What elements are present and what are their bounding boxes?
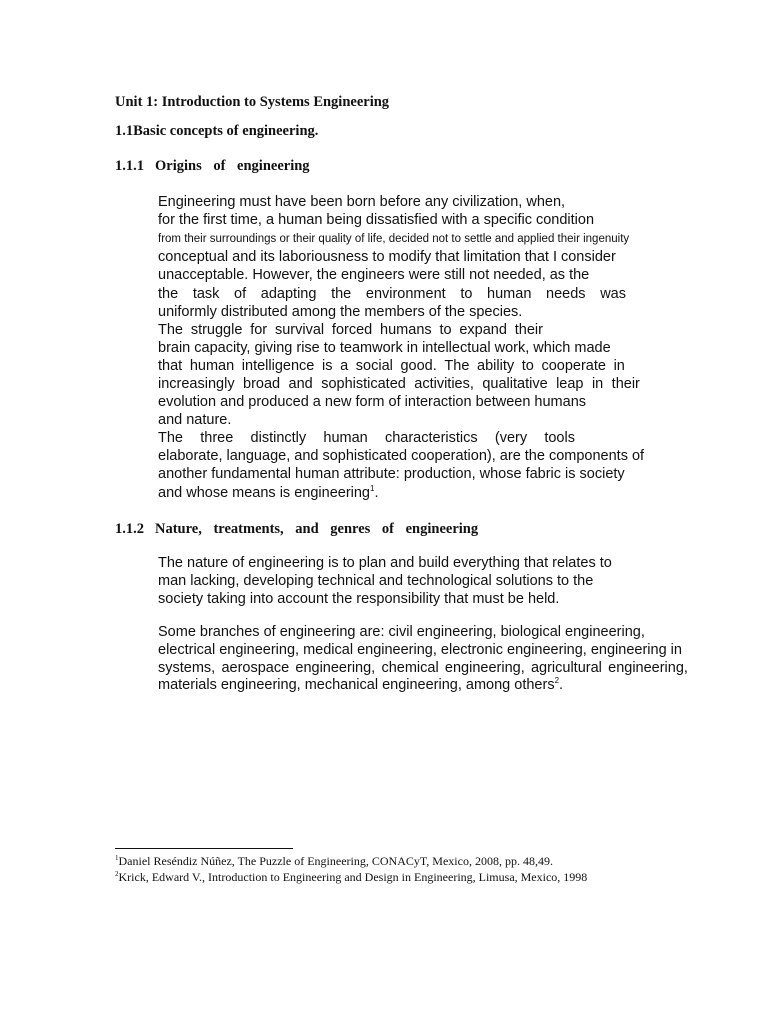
word: leap	[556, 376, 584, 392]
word: ability	[477, 358, 515, 374]
word: was	[600, 286, 626, 302]
word: intelligence	[241, 358, 315, 374]
period: .	[559, 677, 564, 693]
body-line-justified	[158, 357, 625, 375]
body-text: materials engineering, mechanical engineering, among others	[158, 677, 555, 693]
body-line: man lacking, developing technical and technological solutions to the	[158, 573, 594, 589]
word: distinctly	[250, 430, 307, 446]
word: that	[158, 358, 183, 374]
word: three	[200, 430, 234, 446]
body-line: brain capacity, giving rise to teamwork in intellectual work, which made	[158, 340, 611, 356]
word: and	[288, 376, 313, 392]
word: their	[611, 376, 640, 392]
word: The	[444, 358, 470, 374]
word: tools	[544, 430, 575, 446]
footnote-marker: 2	[115, 870, 119, 878]
word: the	[158, 286, 179, 302]
word: survival	[274, 322, 325, 338]
word: cooperate	[541, 358, 606, 374]
body-line: and nature.	[158, 412, 232, 428]
footnote-marker: 1	[115, 854, 119, 862]
word: task	[192, 286, 220, 302]
word: to	[521, 358, 534, 374]
word: is	[321, 358, 333, 374]
footnote-text: Krick, Edward V., Introduction to Engineering and Design in Engineering, Limusa, Mexico, 1998	[118, 870, 588, 884]
body-line: evolution and produced a new form of interaction between humans	[158, 394, 587, 410]
word: of	[234, 286, 247, 302]
body-line-with-footnote	[158, 676, 563, 694]
body-line: society taking into account the responsibility that must be held.	[158, 591, 560, 607]
word: humans	[380, 322, 432, 338]
word: human	[189, 358, 235, 374]
word: social	[355, 358, 393, 374]
word: in	[613, 358, 625, 374]
word: sophisticated	[321, 376, 406, 392]
body-line: conceptual and its laboriousness to modify that limitation that I consider	[158, 249, 616, 265]
body-line: another fundamental human attribute: production, whose fabric is society	[158, 466, 625, 482]
footnote-text: Daniel Reséndiz Núñez, The Puzzle of Engineering, CONACyT, Mexico, 2008, pp. 48,49.	[118, 854, 553, 868]
footnote-separator	[115, 848, 293, 849]
body-text: and whose means is engineering	[158, 485, 370, 501]
word: engineering,	[608, 660, 688, 676]
subsection-heading-nature	[115, 521, 478, 538]
word: to	[460, 286, 473, 302]
subsection-number: 1.1.2	[115, 521, 144, 537]
word: agricultural	[530, 660, 602, 676]
word: aerospace	[221, 660, 290, 676]
footnote-2	[115, 870, 587, 885]
body-line: Engineering must have been born before any civilization, when,	[158, 194, 566, 210]
word: characteristics	[384, 430, 478, 446]
word: qualitative	[482, 376, 548, 392]
subsection-heading-origins	[115, 158, 310, 175]
word: adapting	[260, 286, 317, 302]
word: environment	[365, 286, 446, 302]
footnote-ref-1[interactable]: 1	[370, 484, 375, 494]
subsection-title: Origins of engineering	[155, 158, 310, 174]
word: a	[340, 358, 349, 374]
body-line: uniformly distributed among the members of the species.	[158, 304, 523, 320]
word: forced	[331, 322, 373, 338]
body-line: from their surroundings or their quality of life, decided not to settle and applied their ingenuity	[158, 233, 630, 245]
word: struggle	[190, 322, 243, 338]
body-line-justified	[158, 659, 688, 677]
subsection-title: Nature, treatments, and genres of engineering	[155, 521, 479, 537]
footnote-ref-2[interactable]: 2	[554, 676, 560, 686]
word: to	[439, 322, 452, 338]
unit-title: Unit 1: Introduction to Systems Engineering	[115, 94, 390, 110]
word: needs	[546, 286, 586, 302]
body-line-justified	[158, 429, 575, 447]
word: their	[514, 322, 543, 338]
word: engineering,	[295, 660, 376, 676]
body-line: elaborate, language, and sophisticated cooperation), are the components of	[158, 448, 645, 464]
body-line: The nature of engineering is to plan and build everything that relates to	[158, 555, 612, 571]
word: the	[331, 286, 352, 302]
word: broad	[243, 376, 281, 392]
footnote-1	[115, 854, 553, 869]
word: for	[250, 322, 268, 338]
subsection-number: 1.1.1	[115, 158, 144, 174]
word: increasingly	[158, 376, 235, 392]
word: expand	[459, 322, 507, 338]
word: engineering,	[444, 660, 525, 676]
word: (very	[494, 430, 528, 446]
body-line-justified	[158, 285, 626, 303]
body-line-justified	[158, 375, 640, 393]
word: systems,	[158, 660, 216, 676]
body-line-with-footnote	[158, 484, 378, 502]
word: in	[591, 376, 604, 392]
body-line: electrical engineering, medical engineering, electronic engineering, engineering in	[158, 642, 682, 658]
word: The	[158, 430, 183, 446]
word: human	[323, 430, 368, 446]
word: activities,	[414, 376, 474, 392]
word: good.	[400, 358, 437, 374]
section-title: 1.1Basic concepts of engineering.	[115, 123, 319, 139]
word: chemical	[381, 660, 439, 676]
word: The	[158, 322, 183, 338]
word: human	[487, 286, 532, 302]
body-line: for the first time, a human being dissatisfied with a specific condition	[158, 212, 595, 228]
body-line: unacceptable. However, the engineers were still not needed, as the	[158, 267, 590, 283]
body-line: Some branches of engineering are: civil engineering, biological engineering,	[158, 624, 645, 640]
period: .	[374, 485, 379, 501]
body-line-justified	[158, 321, 543, 339]
